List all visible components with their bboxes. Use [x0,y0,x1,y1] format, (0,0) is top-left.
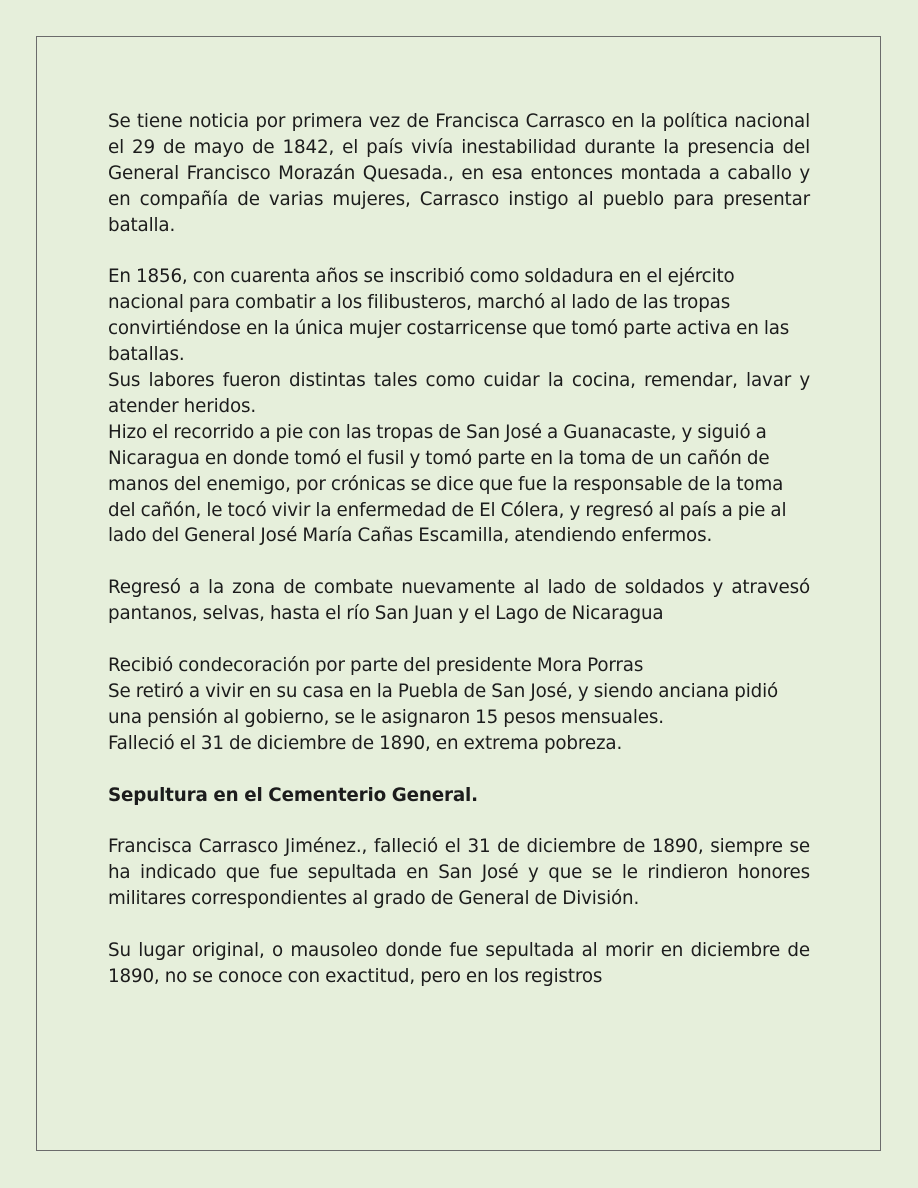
body-paragraph: Hizo el recorrido a pie con las tropas de San José a Guanacaste, y siguió a Nicaragua en donde tomó el fusil y tomó parte en la toma de un cañón de manos del enemigo, por crónicas se dice que fue la responsable de la toma del cañón, le tocó vivir la enfermedad de El Cólera, y regresó al país a pie al lado del General José María Cañas Escamilla, atendiendo enfermos. [108,421,787,547]
paragraph-spacer [108,239,810,265]
body-paragraph: En 1856, con cuarenta años se inscribió como soldadura en el ejército nacional para combatir a los filibusteros, marchó al lado de las tropas convirtiéndose en la única mujer costarricense que tomó parte activa en las batallas. [108,266,790,366]
paragraph-spacer [108,549,810,575]
document-body [108,109,810,990]
paragraph-spacer [108,912,810,938]
body-paragraph: Su lugar original, o mausoleo donde fue sepultada al morir en diciembre de 1890, no se conoce con exactitud, pero en los registros [108,939,810,987]
body-paragraph: Regresó a la zona de combate nuevamente al lado de soldados y atravesó pantanos, selvas, hasta el río San Juan y el Lago de Nicaragua [108,577,810,625]
body-paragraph: Sus labores fueron distintas tales como cuidar la cocina, remendar, lavar y atender heridos. [108,370,810,417]
body-paragraph: Se tiene noticia por primera vez de Francisca Carrasco en la política nacional el 29 de mayo de 1842, el país vivía inestabilidad durante la presencia del General Francisco Morazán Quesada., en esa entonces montada a caballo y en compañía de varias mujeres, Carrasco instigo al pueblo para presentar batalla. [108,111,810,236]
body-paragraph: Se retiró a vivir en su casa en la Puebla de San José, y siendo anciana pidió una pensión al gobierno, se le asignaron 15 pesos mensuales. [108,680,779,728]
body-paragraph: Falleció el 31 de diciembre de 1890, en extrema pobreza. [108,732,623,754]
paragraph-spacer [108,627,810,653]
paragraph-spacer [108,757,810,783]
section-heading: Sepultura en el Cementerio General. [108,784,478,806]
body-paragraph: Francisca Carrasco Jiménez., falleció el 31 de diciembre de 1890, siempre se ha indicado que fue sepultada en San José y que se le rindieron honores militares correspondientes al grado de General de División. [108,836,810,910]
paragraph-spacer [108,808,810,834]
body-paragraph: Recibió condecoración por parte del presidente Mora Porras [108,654,644,676]
